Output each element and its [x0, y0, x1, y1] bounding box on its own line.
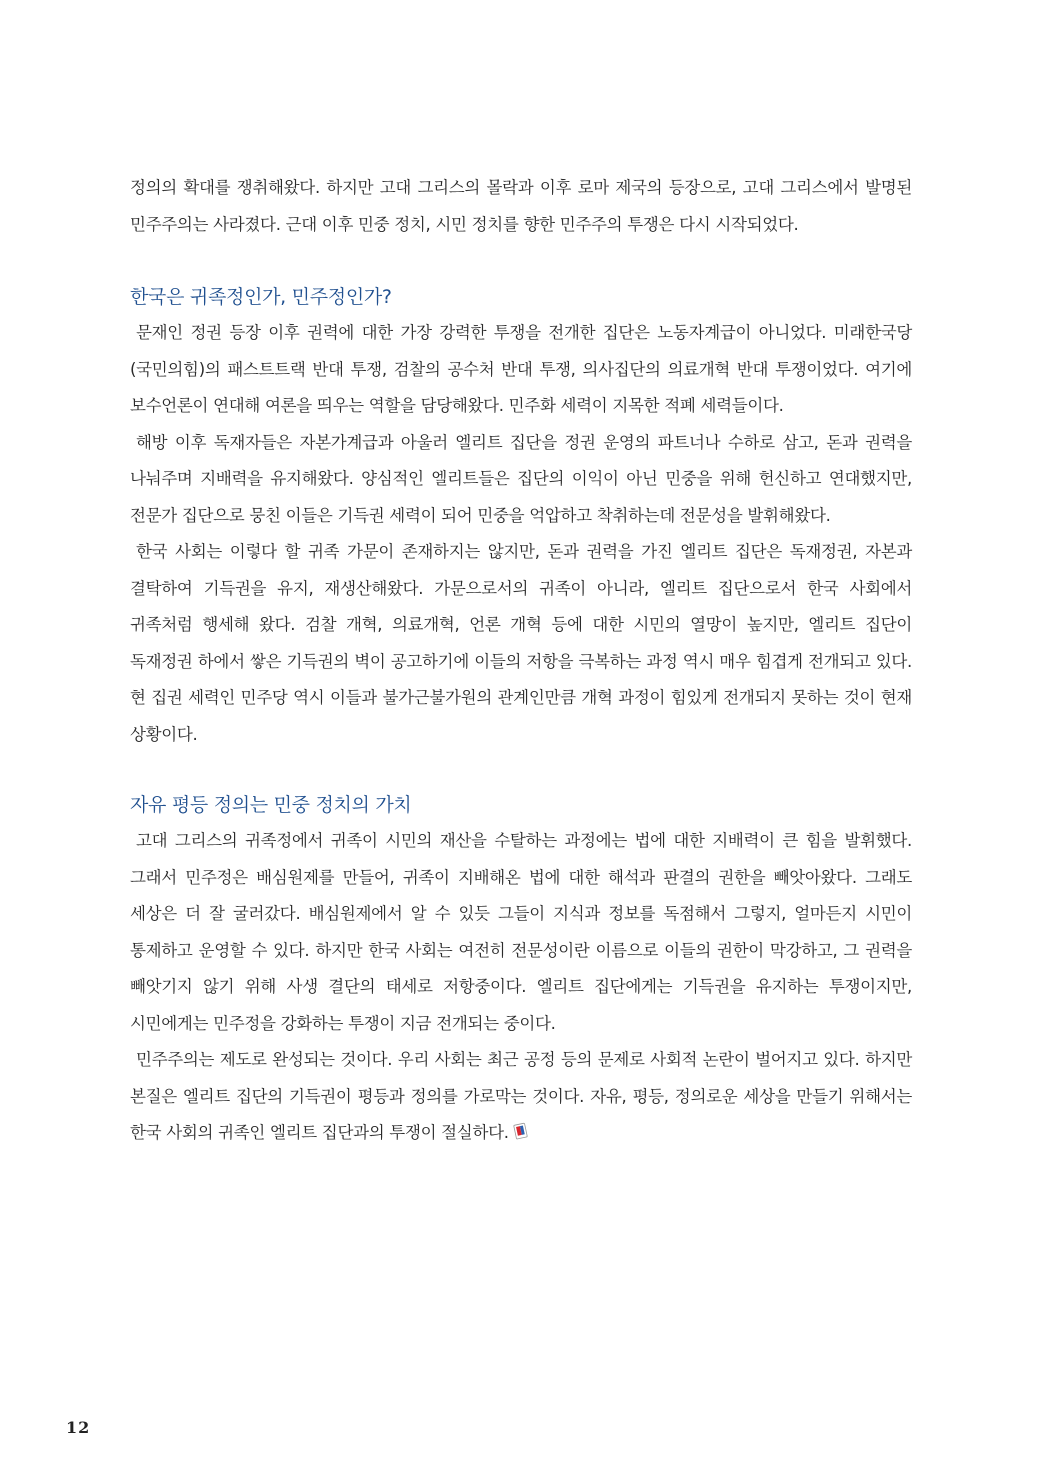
body-paragraph: 해방 이후 독재자들은 자본가계급과 아울러 엘리트 집단을 정권 운영의 파트너나 수하로 삼고, 돈과 권력을 나눠주며 지배력을 유지해왔다. 양심적인 엘리트들은 집단의 이익이 아닌 민중을 위해 헌신하고 연대했지만, 전문가 집단으로 뭉친 이들은 기득권 세력이 되어 민중을 억압하고 착취하는데 전문성을 발휘해왔다. — [130, 432, 912, 525]
book-end-mark-icon — [513, 1122, 529, 1140]
body-paragraph: 문재인 정권 등장 이후 권력에 대한 가장 강력한 투쟁을 전개한 집단은 노동자계급이 아니었다. 미래한국당(국민의힘)의 패스트트랙 반대 투쟁, 검찰의 공수처 반대 투쟁, 의사집단의 의료개혁 반대 투쟁이었다. 여기에 보수언론이 연대해 여론을 띄우는 역할을 담당해왔다. 민주화 세력이 지목한 적폐 세력들이다. — [130, 323, 912, 415]
section-freedom-equality-justice — [130, 787, 912, 1152]
final-paragraph — [130, 1042, 912, 1152]
section-heading: 자유 평등 정의는 민중 정치의 가치 — [130, 794, 412, 816]
body-paragraph: 고대 그리스의 귀족정에서 귀족이 시민의 재산을 수탈하는 과정에는 법에 대한 지배력이 큰 힘을 발휘했다. 그래서 민주정은 배심원제를 만들어, 귀족이 지배해온 법에 대한 해석과 판결의 권한을 빼앗아왔다. 그래도 세상은 더 잘 굴러갔다. 배심원제에서 알 수 있듯 그들이 지식과 정보를 독점해서 그렇지, 얼마든지 시민이 통제하고 운영할 수 있다. 하지만 한국 사회는 여전히 전문성이란 이름으로 이들의 권한이 막강하고, 그 권력을 빼앗기지 않기 위해 사생 결단의 태세로 저항중이다. 엘리트 집단에게는 기득권을 유지하는 투쟁이지만, 시민에게는 민주정을 강화하는 투쟁이 지금 전개되는 중이다. — [130, 831, 912, 1033]
final-paragraph-text: 민주주의는 제도로 완성되는 것이다. 우리 사회는 최근 공정 등의 문제로 사회적 논란이 벌어지고 있다. 하지만 본질은 엘리트 집단의 기득권이 평등과 정의를 가로막는 것이다. 자유, 평등, 정의로운 세상을 만들기 위해서는 한국 사회의 귀족인 엘리트 집단과의 투쟁이 절실하다. — [130, 1050, 912, 1142]
body-paragraph: 한국 사회는 이렇다 할 귀족 가문이 존재하지는 않지만, 돈과 권력을 가진 엘리트 집단은 독재정권, 자본과 결탁하여 기득권을 유지, 재생산해왔다. 가문으로서의 귀족이 아니라, 엘리트 집단으로서 한국 사회에서 귀족처럼 행세해 왔다. 검찰 개혁, 의료개혁, 언론 개혁 등에 대한 시민의 열망이 높지만, 엘리트 집단이 독재정권 하에서 쌓은 기득권의 벽이 공고하기에 이들의 저항을 극복하는 과정 역시 매우 힘겹게 전개되고 있다. 현 집권 세력인 민주당 역시 이들과 불가근불가원의 관계인만큼 개혁 과정이 힘있게 전개되지 못하는 것이 현재 상황이다. — [130, 542, 912, 744]
article-body — [130, 170, 912, 1152]
section-aristocracy-or-democracy — [130, 279, 912, 753]
page-number: 12 — [66, 1418, 91, 1437]
section-heading: 한국은 귀족정인가, 민주정인가? — [130, 286, 392, 308]
intro-paragraph: 정의의 확대를 쟁취해왔다. 하지만 고대 그리스의 몰락과 이후 로마 제국의 등장으로, 고대 그리스에서 발명된 민주주의는 사라졌다. 근대 이후 민중 정치, 시민 정치를 향한 민주주의 투쟁은 다시 시작되었다. — [130, 178, 912, 234]
